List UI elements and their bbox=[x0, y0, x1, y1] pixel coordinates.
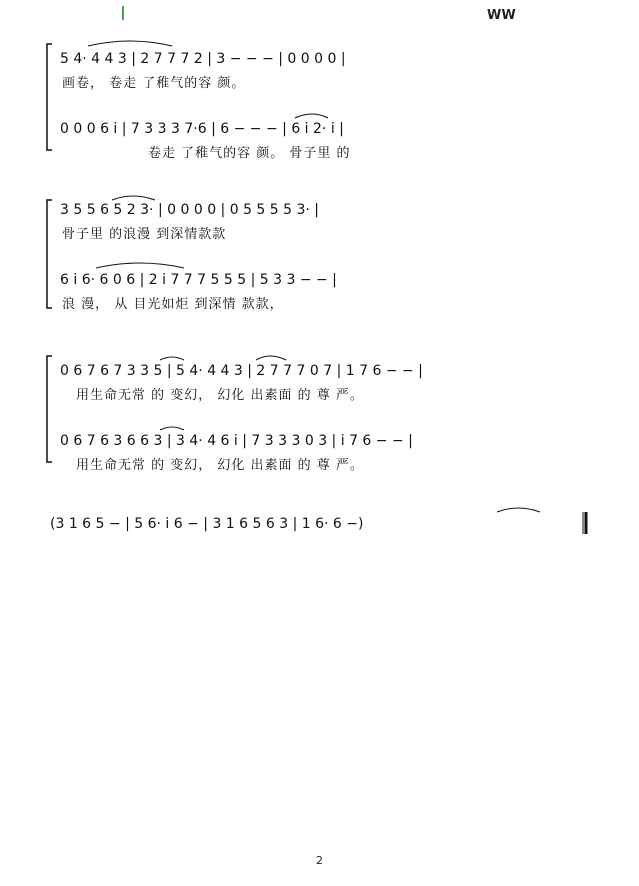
system-3-line-2-notes: 0 6 7 6 3 6 6 3 | 3 4· 4 6 i | 7 3 3 3 0 3 | i 7 6 − − | bbox=[60, 433, 413, 449]
system-3-line-1-notes: 0 6 7 6 7 3 3 5 | 5 4· 4 4 3 | 2 7 7 7 0 7 | 1 7 6 − − | bbox=[60, 363, 423, 379]
system-2-line-1-notes: 3 5 5 6 5 2 3· | 0 0 0 0 | 0 5 5 5 5 3· | bbox=[60, 202, 320, 218]
slur-8 bbox=[497, 508, 540, 512]
system-2-line-2-notes: 6 i 6· 6 0 6 | 2 i 7 7 7 5 5 5 | 5 3 3 − − | bbox=[60, 272, 337, 288]
system-4 bbox=[50, 508, 586, 534]
system-2-line-1-lyrics: 骨子里 的浪漫 到深情款款 bbox=[62, 227, 227, 242]
slur-7 bbox=[160, 427, 184, 430]
system-1-bracket bbox=[47, 44, 52, 150]
slur-2 bbox=[295, 114, 328, 118]
watermark-text: WW bbox=[487, 8, 516, 23]
system-2-line-2-lyrics: 浪 漫， 从 目光如炬 到深情 款款， bbox=[62, 297, 284, 312]
system-3 bbox=[47, 356, 423, 473]
system-3-bracket bbox=[47, 356, 52, 462]
system-2 bbox=[47, 196, 337, 312]
page-number: 2 bbox=[316, 854, 323, 867]
system-3-line-1-lyrics: 用生命无常 的 变幻， 幻化 出素面 的 尊 严。 bbox=[76, 388, 364, 403]
system-1-line-2-notes: 0 0 0 6 i | 7 3 3 3 7·6 | 6 − − − | 6 i 2· i | bbox=[60, 121, 344, 137]
system-2-bracket bbox=[47, 200, 52, 308]
slur-1 bbox=[88, 41, 172, 46]
slur-4 bbox=[96, 263, 184, 268]
system-1-line-1-notes: 5 4· 4 4 3 | 2 7 7 7 2 | 3 − − − | 0 0 0 0 | bbox=[60, 51, 346, 67]
slur-6 bbox=[256, 356, 286, 360]
slur-5 bbox=[160, 357, 184, 360]
system-1-line-2-lyrics: 卷走 了稚气的容 颜。 骨子里 的 bbox=[148, 146, 351, 161]
system-1-line-1-lyrics: 画卷， 卷走 了稚气的容 颜。 bbox=[62, 76, 246, 91]
system-4-notes: (3 1 6 5 − | 5 6· i 6 − | 3 1 6 5 6 3 | 1 6· 6 −) bbox=[50, 516, 364, 532]
system-1 bbox=[47, 41, 351, 161]
system-3-line-2-lyrics: 用生命无常 的 变幻， 幻化 出素面 的 尊 严。 bbox=[76, 458, 364, 473]
slur-3 bbox=[112, 196, 155, 200]
